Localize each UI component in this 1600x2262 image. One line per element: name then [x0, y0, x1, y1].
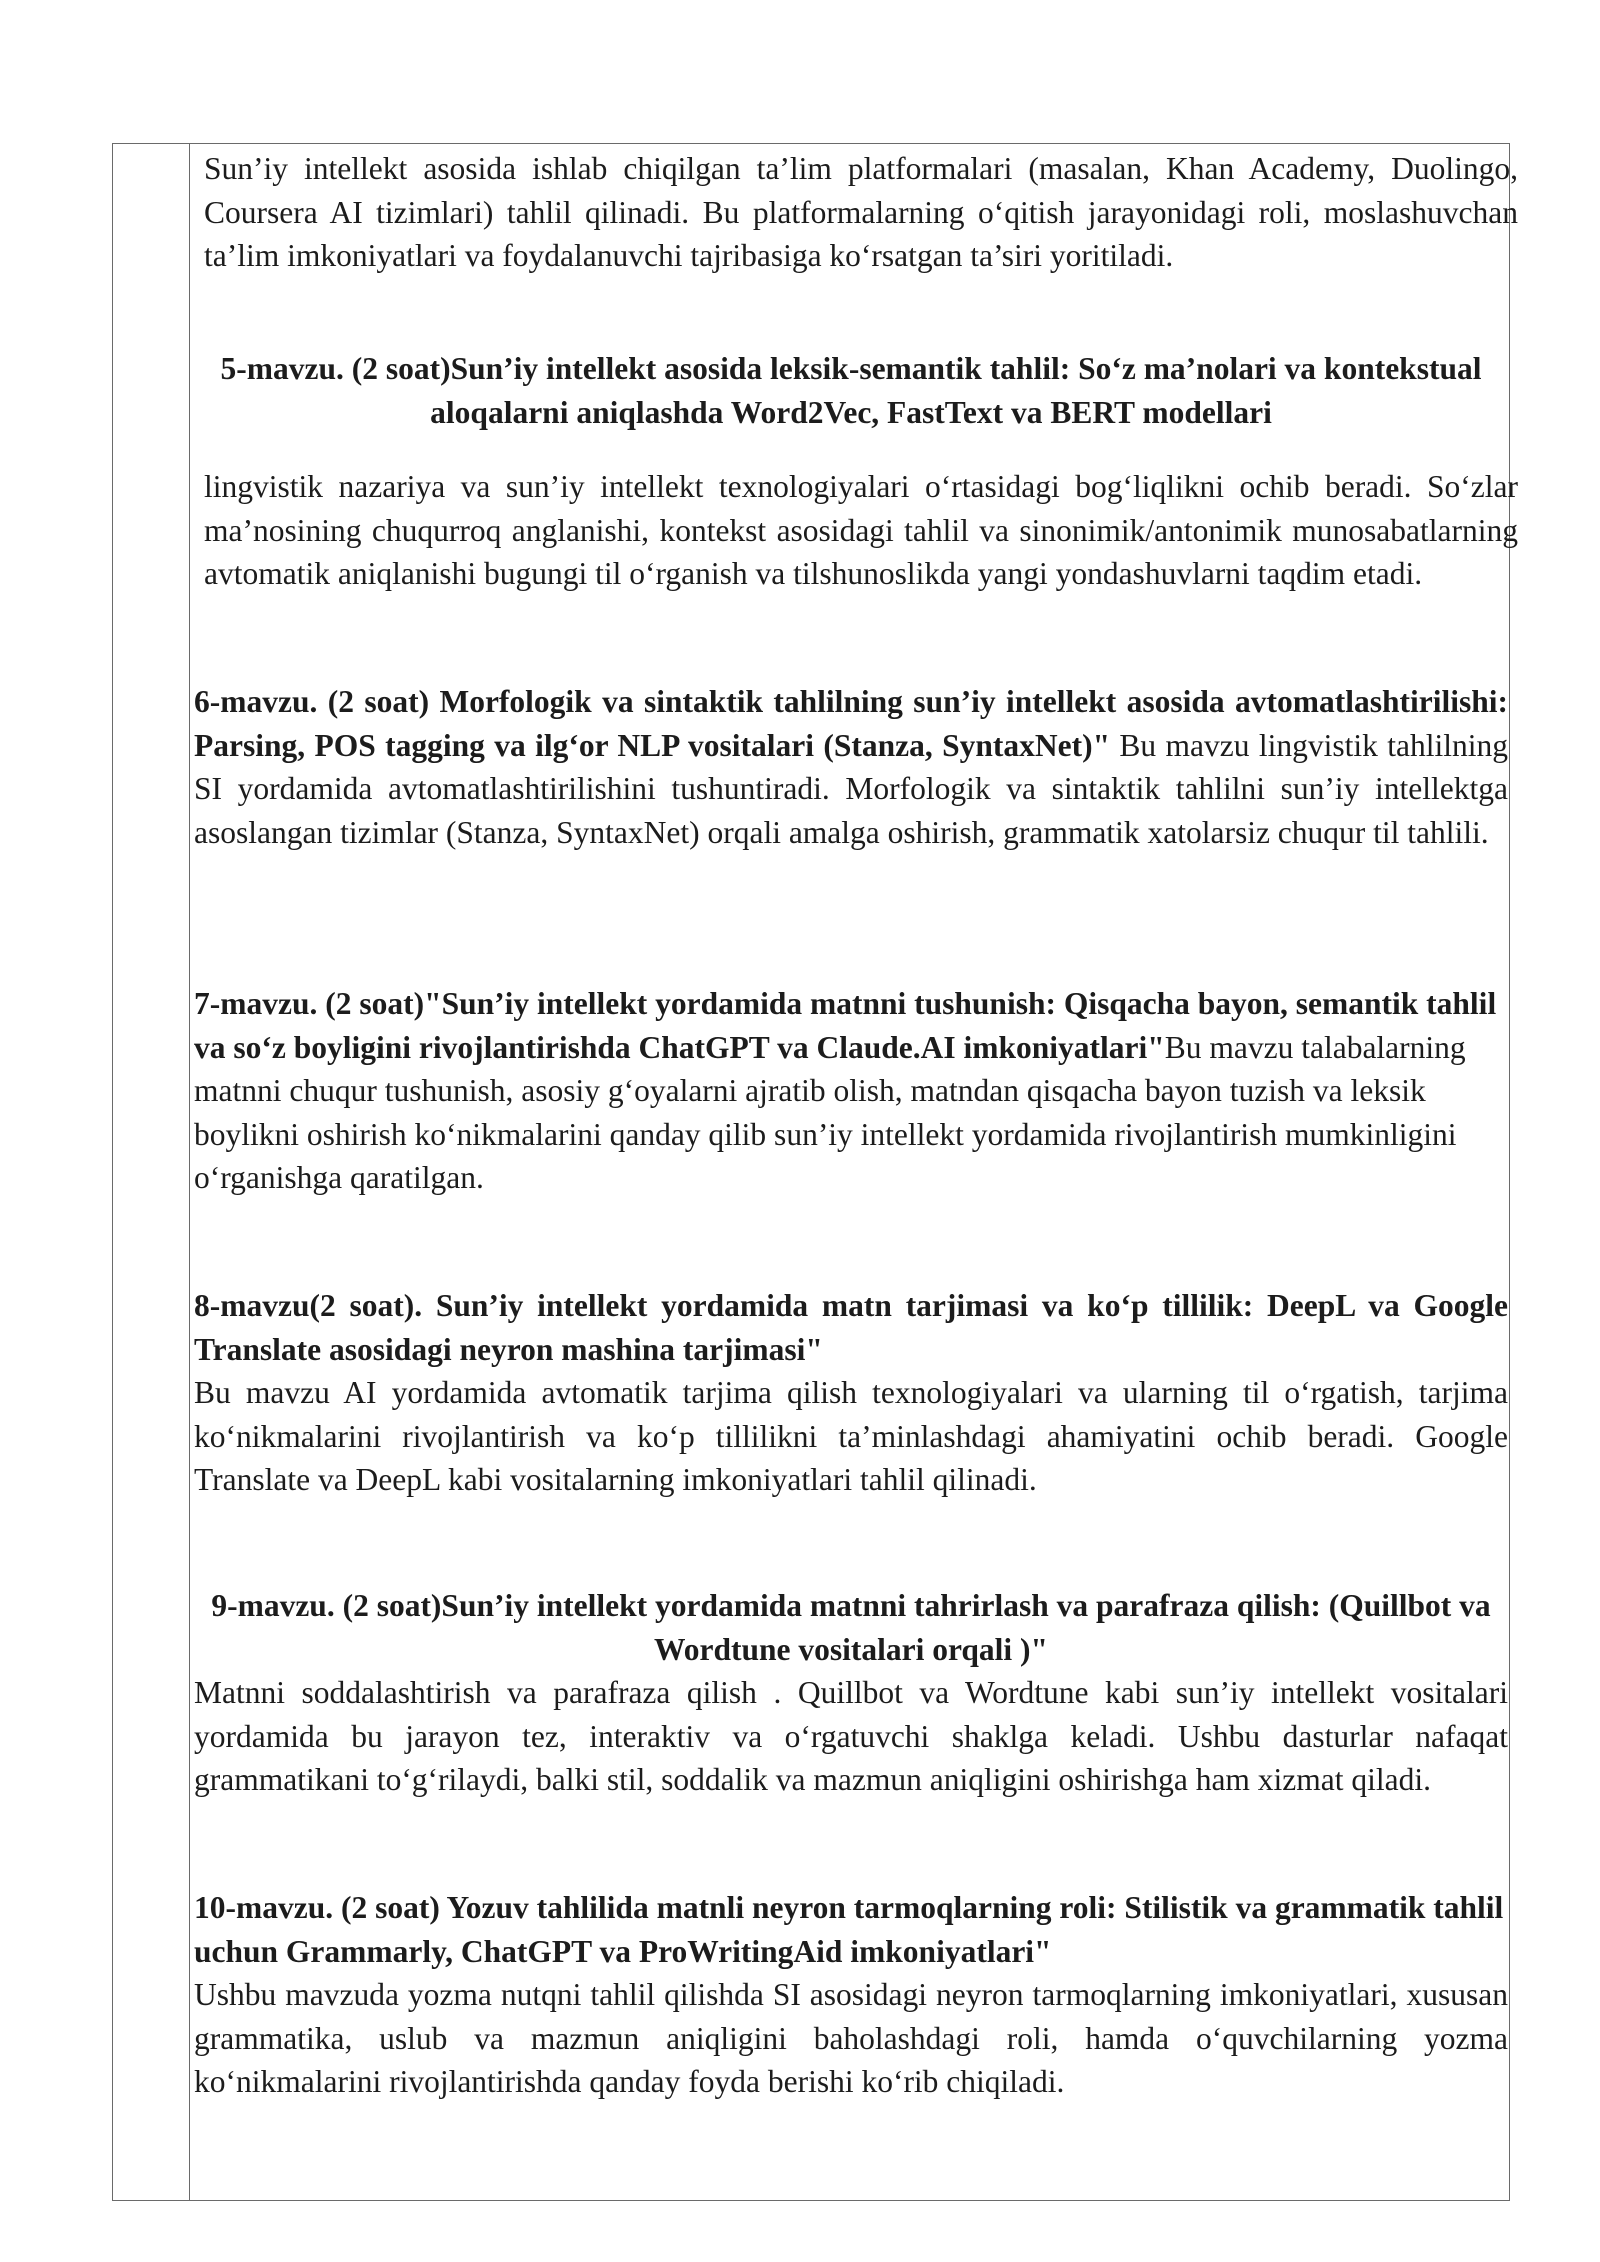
topic10-heading-paragraph: [194, 1886, 1508, 1973]
topic10-body: Ushbu mavzuda yozma nutqni tahlil qilishda SI asosidagi neyron tarmoqlarning imkoniyatlari, xususan grammatika, uslub va mazmun aniqligini baholashdagi roli, hamda o‘quvchilarning yozma ko‘nikmalarini rivojlantirishda qanday foyda berishi ko‘rib chiqiladi.: [194, 1977, 1508, 2099]
intro-paragraph: Sun’iy intellekt asosida ishlab chiqilgan ta’lim platformalari (masalan, Khan Academy, Duolingo, Coursera AI tizimlari) tahlil qilinadi. Bu platformalarning o‘qitish jarayonidagi roli, moslashuvchan ta’lim imkoniyatlari va foydalanuvchi tajribasiga ko‘rsatgan ta’siri yoritiladi.: [204, 151, 1518, 273]
document-table: [112, 143, 1518, 2201]
topic6-body: Bu mavzu lingvistik tahlilning SI yordamida avtomatlashtirilishini tushuntiradi. Morfologik va sintaktik tahlilni sun’iy intellektga asoslangan tizimlar (Stanza, SyntaxNet) orqali amalga oshirish, grammatik xatolarsiz chuqur til tahlili.: [194, 727, 1508, 850]
topic8-heading: 8-mavzu(2 soat). Sun’iy intellekt yordamida matn tarjimasi va ko‘p tillilik: DeepL va Google Translate asosidagi neyron mashina tarjimasi": [194, 1288, 1508, 1367]
topic9-body: Matnni soddalashtirish va parafraza qilish . Quillbot va Wordtune kabi sun’iy intellekt vositalari yordamida bu jarayon tez, interaktiv va o‘rgatuvchi shaklga keladi. Ushbu dasturlar nafaqat grammatikani to‘g‘rilaydi, balki stil, soddalik va mazmun aniqligini oshirishga ham xizmat qiladi.: [194, 1675, 1508, 1797]
table-content-column: [190, 144, 1518, 2200]
topic5-heading: 5-mavzu. (2 soat)Sun’iy intellekt asosida leksik-semantik tahlil: So‘z ma’nolari va kontekstual aloqalarni aniqlashda Word2Vec, FastText va BERT modellari: [220, 351, 1482, 430]
topic7-paragraph: [194, 982, 1508, 1200]
topic6-paragraph: [194, 680, 1508, 854]
topic5-body: lingvistik nazariya va sun’iy intellekt texnologiyalari o‘rtasidagi bog‘liqlikni ochib beradi. So‘zlar ma’nosining chuqurroq anglanishi, kontekst asosidagi tahlil va sinonimik/antonimik munosabatlarning avtomatik aniqlanishi bugungi til o‘rganish va tilshunoslikda yangi yondashuvlarni taqdim etadi.: [204, 469, 1518, 591]
topic7-body: Bu mavzu talabalarning matnni chuqur tushunish, asosiy g‘oyalarni ajratib olish, matndan qisqacha bayon tuzish va leksik boylikni oshirish ko‘nikmalarini qanday qilib sun’iy intellekt yordamida rivojlantirish mumkinligini o‘rganishga qaratilgan.: [194, 1029, 1466, 1195]
topic10-heading: 10-mavzu. (2 soat) Yozuv tahlilida matnli neyron tarmoqlarning roli: Stilistik va grammatik tahlil uchun Grammarly, ChatGPT va ProWritingAid imkoniyatlari": [194, 1890, 1504, 1969]
topic7-heading: 7-mavzu. (2 soat)"Sun’iy intellekt yordamida matnni tushunish: Qisqacha bayon, semantik tahlil va so‘z boyligini rivojlantirishda ChatGPT va Claude.AI imkoniyatlari": [194, 986, 1497, 1065]
topic8-paragraph: [194, 1284, 1508, 1502]
table-left-column: [113, 144, 190, 2200]
topic9-heading: 9-mavzu. (2 soat)Sun’iy intellekt yordamida matnni tahrirlash va parafraza qilish: (Quillbot va Wordtune vositalari orqali )": [211, 1588, 1491, 1667]
topic6-heading: 6-mavzu. (2 soat) Morfologik va sintaktik tahlilning sun’iy intellekt asosida avtomatlashtirilishi: Parsing, POS tagging va ilg‘or NLP vositalari (Stanza, SyntaxNet)": [194, 684, 1508, 763]
topic8-body: Bu mavzu AI yordamida avtomatik tarjima qilish texnologiyalari va ularning til o‘rgatish, tarjima ko‘nikmalarini rivojlantirish va ko‘p tillilikni ta’minlashdagi ahamiyatini ochib beradi. Google Translate va DeepL kabi vositalarning imkoniyatlari tahlil qilinadi.: [194, 1375, 1508, 1497]
